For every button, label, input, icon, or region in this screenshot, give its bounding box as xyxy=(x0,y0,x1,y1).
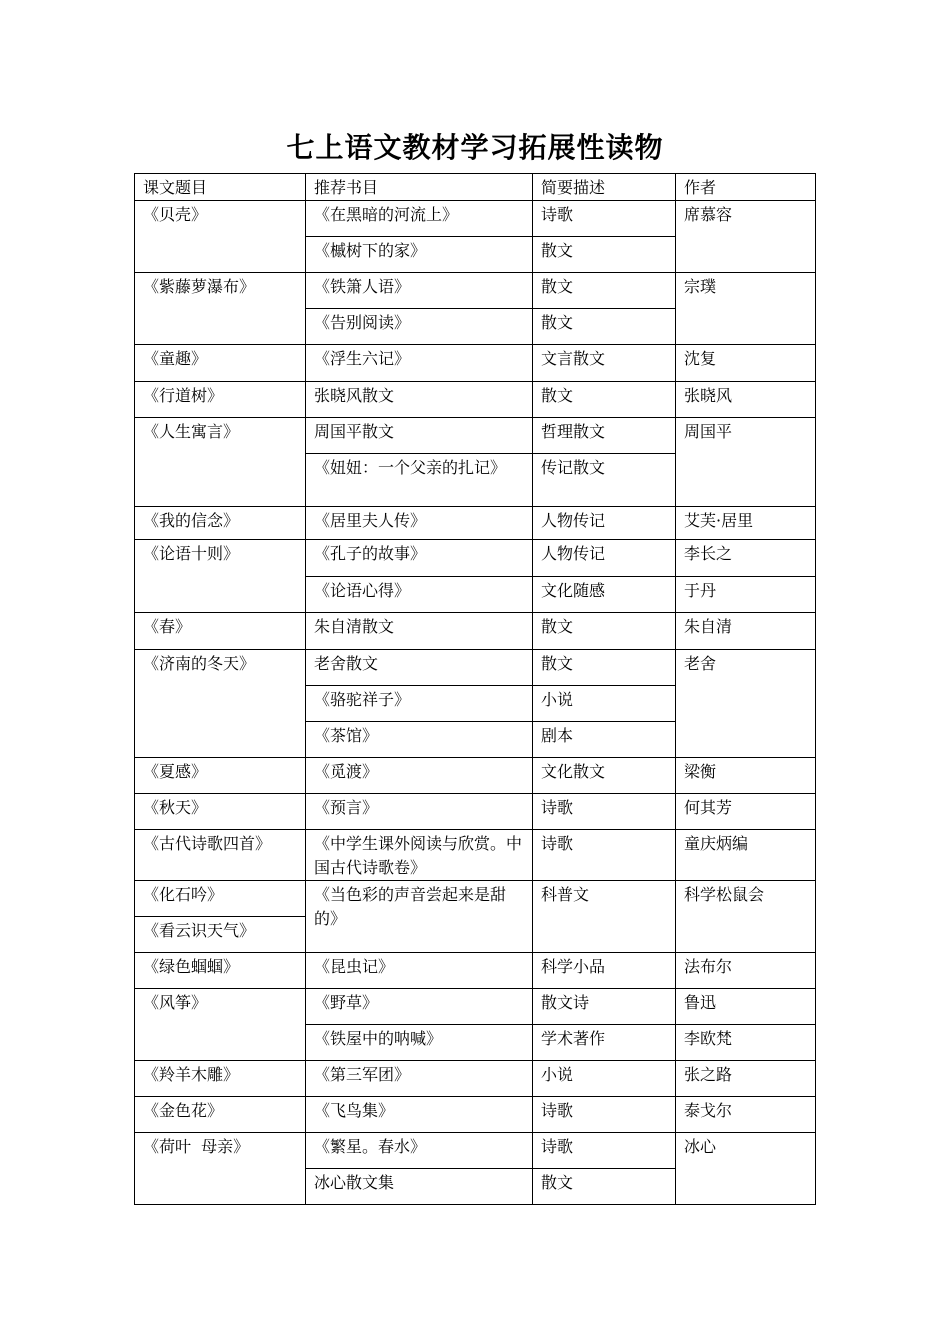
book-cell: 周国平散文 xyxy=(306,418,533,454)
book-cell: 《孔子的故事》 xyxy=(306,540,533,577)
table-row xyxy=(135,650,816,686)
description-cell: 小说 xyxy=(533,1061,676,1097)
lesson-cell: 《紫藤萝瀑布》 xyxy=(135,273,306,345)
table-row xyxy=(135,345,816,382)
lesson-cell: 《羚羊木雕》 xyxy=(135,1061,306,1097)
book-cell: 老舍散文 xyxy=(306,650,533,686)
description-cell: 人物传记 xyxy=(533,540,676,577)
table-row xyxy=(135,382,816,418)
table-row xyxy=(135,613,816,650)
table-row xyxy=(135,1097,816,1133)
lesson-cell: 《化石吟》 xyxy=(135,881,306,917)
author-cell: 宗璞 xyxy=(676,273,816,345)
lesson-cell: 《古代诗歌四首》 xyxy=(135,830,306,881)
author-cell: 冰心 xyxy=(676,1133,816,1205)
author-cell: 李欧梵 xyxy=(676,1025,816,1061)
lesson-cell: 《济南的冬天》 xyxy=(135,650,306,758)
author-cell: 张晓风 xyxy=(676,382,816,418)
author-cell: 席慕容 xyxy=(676,201,816,273)
book-cell: 《铁箫人语》 xyxy=(306,273,533,309)
author-cell: 周国平 xyxy=(676,418,816,507)
author-cell: 法布尔 xyxy=(676,953,816,989)
book-cell: 朱自清散文 xyxy=(306,613,533,650)
book-cell: 《中学生课外阅读与欣赏。中国古代诗歌卷》 xyxy=(306,830,533,881)
lesson-cell: 《童趣》 xyxy=(135,345,306,382)
book-cell: 《飞鸟集》 xyxy=(306,1097,533,1133)
book-cell: 《野草》 xyxy=(306,989,533,1025)
author-cell: 科学松鼠会 xyxy=(676,881,816,953)
book-cell: 《告别阅读》 xyxy=(306,309,533,345)
author-cell: 泰戈尔 xyxy=(676,1097,816,1133)
table-row xyxy=(135,953,816,989)
lesson-cell: 《人生寓言》 xyxy=(135,418,306,507)
author-cell: 老舍 xyxy=(676,650,816,758)
description-cell: 散文 xyxy=(533,237,676,273)
author-cell: 张之路 xyxy=(676,1061,816,1097)
description-cell: 文化随感 xyxy=(533,577,676,613)
author-cell: 童庆炳编 xyxy=(676,830,816,881)
lesson-cell: 《行道树》 xyxy=(135,382,306,418)
book-cell: 《繁星。春水》 xyxy=(306,1133,533,1169)
book-cell: 张晓风散文 xyxy=(306,382,533,418)
lesson-cell: 《金色花》 xyxy=(135,1097,306,1133)
header-cell: 推荐书目 xyxy=(306,174,533,201)
description-cell: 散文 xyxy=(533,650,676,686)
description-cell: 散文 xyxy=(533,1169,676,1205)
description-cell: 诗歌 xyxy=(533,201,676,237)
description-cell: 人物传记 xyxy=(533,507,676,540)
table-row xyxy=(135,989,816,1025)
lesson-cell: 《贝壳》 xyxy=(135,201,306,273)
lesson-cell: 《论语十则》 xyxy=(135,540,306,613)
description-cell: 科学小品 xyxy=(533,953,676,989)
table-header-row xyxy=(135,174,816,201)
lesson-cell: 《荷叶 母亲》 xyxy=(135,1133,306,1205)
header-cell: 简要描述 xyxy=(533,174,676,201)
book-cell: 《妞妞：一个父亲的扎记》 xyxy=(306,454,533,507)
author-cell: 何其芳 xyxy=(676,794,816,830)
book-cell: 《铁屋中的呐喊》 xyxy=(306,1025,533,1061)
header-cell: 课文题目 xyxy=(135,174,306,201)
author-cell: 于丹 xyxy=(676,577,816,613)
book-cell: 《昆虫记》 xyxy=(306,953,533,989)
author-cell: 梁衡 xyxy=(676,758,816,794)
description-cell: 文化散文 xyxy=(533,758,676,794)
author-cell: 沈复 xyxy=(676,345,816,382)
description-cell: 剧本 xyxy=(533,722,676,758)
book-cell: 《觅渡》 xyxy=(306,758,533,794)
description-cell: 诗歌 xyxy=(533,1097,676,1133)
table-row xyxy=(135,1061,816,1097)
lesson-cell: 《春》 xyxy=(135,613,306,650)
reading-list-table xyxy=(134,173,816,1205)
book-cell: 《骆驼祥子》 xyxy=(306,686,533,722)
description-cell: 散文 xyxy=(533,382,676,418)
description-cell: 文言散文 xyxy=(533,345,676,382)
book-cell: 《槭树下的家》 xyxy=(306,237,533,273)
table-row xyxy=(135,1133,816,1169)
description-cell: 诗歌 xyxy=(533,1133,676,1169)
lesson-cell: 《夏感》 xyxy=(135,758,306,794)
book-cell: 《茶馆》 xyxy=(306,722,533,758)
description-cell: 科普文 xyxy=(533,881,676,953)
book-cell: 《在黑暗的河流上》 xyxy=(306,201,533,237)
book-cell: 《浮生六记》 xyxy=(306,345,533,382)
table-row xyxy=(135,418,816,454)
description-cell: 学术著作 xyxy=(533,1025,676,1061)
description-cell: 哲理散文 xyxy=(533,418,676,454)
book-cell: 《第三军团》 xyxy=(306,1061,533,1097)
table-row xyxy=(135,540,816,577)
description-cell: 诗歌 xyxy=(533,794,676,830)
lesson-cell: 《风筝》 xyxy=(135,989,306,1061)
author-cell: 李长之 xyxy=(676,540,816,577)
description-cell: 散文诗 xyxy=(533,989,676,1025)
author-cell: 朱自清 xyxy=(676,613,816,650)
description-cell: 散文 xyxy=(533,309,676,345)
description-cell: 散文 xyxy=(533,613,676,650)
lesson-cell: 《看云识天气》 xyxy=(135,917,306,953)
book-cell: 冰心散文集 xyxy=(306,1169,533,1205)
book-cell: 《论语心得》 xyxy=(306,577,533,613)
table-row xyxy=(135,794,816,830)
table-row xyxy=(135,881,816,917)
lesson-cell: 《秋天》 xyxy=(135,794,306,830)
page-title: 七上语文教材学习拓展性读物 xyxy=(286,131,664,164)
header-cell: 作者 xyxy=(676,174,816,201)
table-row xyxy=(135,201,816,237)
description-cell: 小说 xyxy=(533,686,676,722)
description-cell: 诗歌 xyxy=(533,830,676,881)
author-cell: 鲁迅 xyxy=(676,989,816,1025)
author-cell: 艾芙·居里 xyxy=(676,507,816,540)
table-row xyxy=(135,758,816,794)
book-cell: 《预言》 xyxy=(306,794,533,830)
table-row xyxy=(135,507,816,540)
description-cell: 散文 xyxy=(533,273,676,309)
book-cell: 《居里夫人传》 xyxy=(306,507,533,540)
lesson-cell: 《我的信念》 xyxy=(135,507,306,540)
description-cell: 传记散文 xyxy=(533,454,676,507)
table-row xyxy=(135,830,816,881)
lesson-cell: 《绿色蝈蝈》 xyxy=(135,953,306,989)
table-row xyxy=(135,273,816,309)
book-cell: 《当色彩的声音尝起来是甜的》 xyxy=(306,881,533,953)
